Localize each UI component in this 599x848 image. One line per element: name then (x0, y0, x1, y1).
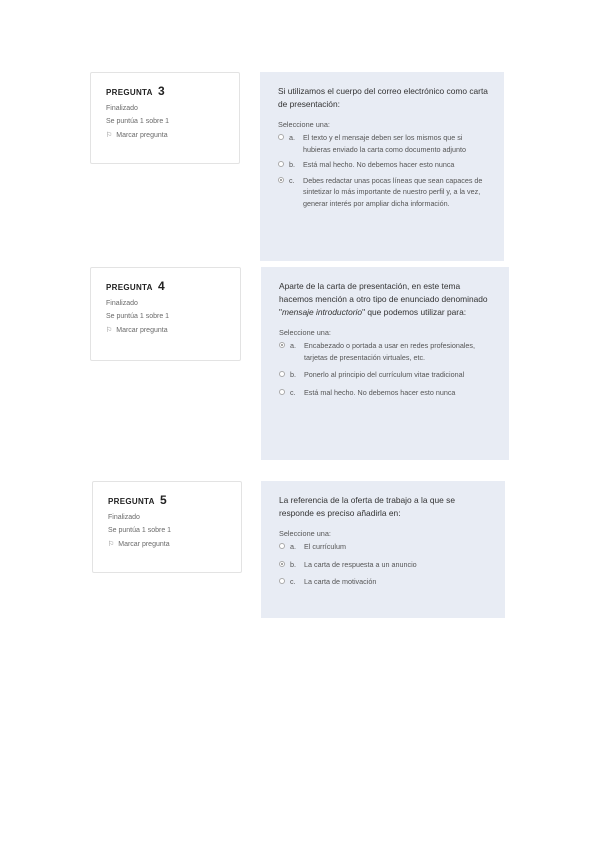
answer-option-c[interactable] (279, 387, 493, 399)
option-letter: a. (290, 341, 296, 350)
option-letter: c. (289, 175, 295, 185)
question-text-part: Aparte de la carta de presentación, en este tema hacemos mención a otro tipo de enunciado denominado " (279, 281, 488, 317)
answer-option-c[interactable] (279, 576, 489, 588)
question-heading (106, 279, 240, 293)
answer-option-b[interactable] (278, 159, 488, 171)
option-text: Encabezado o portada a usar en redes profesionales, tarjetas de presentación virtuales, etc. (304, 341, 476, 362)
question-status: Finalizado (106, 300, 138, 307)
question-info-4 (90, 267, 241, 361)
flag-question-link[interactable] (106, 131, 239, 139)
option-text: La carta de respuesta a un anuncio (304, 559, 417, 569)
option-letter: a. (289, 133, 295, 142)
answer-option-b[interactable] (279, 369, 493, 381)
answer-option-a[interactable] (278, 132, 488, 155)
radio-button[interactable] (278, 161, 284, 167)
question-status: Finalizado (106, 105, 138, 112)
question-label: PREGUNTA (108, 497, 155, 506)
option-text: Está mal hecho. No debemos hacer esto nunca (304, 387, 456, 397)
answer-option-c[interactable] (278, 175, 488, 210)
question-info-5 (92, 481, 242, 573)
radio-button[interactable] (279, 371, 285, 377)
answer-option-a[interactable] (279, 541, 489, 553)
flag-icon: ⚐ (108, 541, 115, 548)
flag-question-link[interactable] (108, 540, 241, 548)
option-text: La carta de motivación (304, 577, 377, 586)
question-score: Se puntúa 1 sobre 1 (108, 527, 172, 534)
option-letter: b. (289, 160, 295, 169)
option-letter: b. (290, 370, 296, 379)
flag-question-label: Marcar pregunta (118, 541, 170, 548)
option-text: Debes redactar unas pocas líneas que sean capaces de sintetizar lo más importante de nuestro perfil y, a la vez, generar interés por ampliar dicha información. (303, 175, 483, 208)
question-number: 4 (157, 279, 165, 293)
radio-button[interactable] (278, 134, 284, 140)
question-label: PREGUNTA (106, 283, 153, 292)
question-content-5 (261, 481, 505, 618)
question-content-4 (261, 267, 509, 460)
answer-option-a[interactable] (279, 340, 493, 363)
answer-option-b[interactable] (279, 559, 489, 571)
radio-button-selected[interactable] (279, 561, 285, 567)
radio-button[interactable] (279, 578, 285, 584)
question-score: Se puntúa 1 sobre 1 (106, 118, 170, 125)
answer-prompt: Seleccione una: (279, 529, 331, 538)
answer-prompt: Seleccione una: (278, 120, 330, 129)
option-letter: b. (290, 559, 296, 569)
question-text-part: " que podemos utilizar para: (362, 307, 467, 317)
option-text: Está mal hecho. No debemos hacer esto nunca (303, 160, 455, 169)
question-text: Si utilizamos el cuerpo del correo electrónico como carta de presentación: (278, 86, 488, 109)
question-text-emphasis: mensaje introductorio (281, 307, 363, 317)
question-content-3 (260, 72, 504, 261)
question-score: Se puntúa 1 sobre 1 (106, 313, 170, 320)
question-heading (108, 493, 241, 507)
question-label: PREGUNTA (106, 88, 153, 97)
question-number: 3 (157, 84, 165, 98)
option-letter: a. (290, 542, 296, 551)
option-letter: c. (290, 577, 296, 586)
flag-question-label: Marcar pregunta (116, 132, 168, 139)
question-text: La referencia de la oferta de trabajo a la que se responde es preciso añadirla en: (279, 495, 455, 518)
flag-question-label: Marcar pregunta (116, 327, 168, 334)
option-text: El currículum (304, 542, 346, 551)
question-status: Finalizado (108, 514, 140, 521)
radio-button[interactable] (279, 389, 285, 395)
flag-question-link[interactable] (106, 326, 240, 334)
question-number: 5 (159, 493, 167, 507)
question-heading (106, 84, 239, 98)
radio-button-selected[interactable] (278, 177, 284, 183)
option-letter: c. (290, 387, 296, 397)
answer-prompt: Seleccione una: (279, 328, 331, 337)
flag-icon: ⚐ (106, 327, 113, 334)
flag-icon: ⚐ (106, 132, 113, 139)
option-text: El texto y el mensaje deben ser los mismos que si hubieras enviado la carta como documento adjunto (303, 133, 467, 154)
question-info-3 (90, 72, 240, 164)
radio-button[interactable] (279, 543, 285, 549)
question-text (279, 280, 493, 319)
option-text: Ponerlo al principio del currículum vitae tradicional (304, 370, 465, 379)
radio-button-selected[interactable] (279, 342, 285, 348)
